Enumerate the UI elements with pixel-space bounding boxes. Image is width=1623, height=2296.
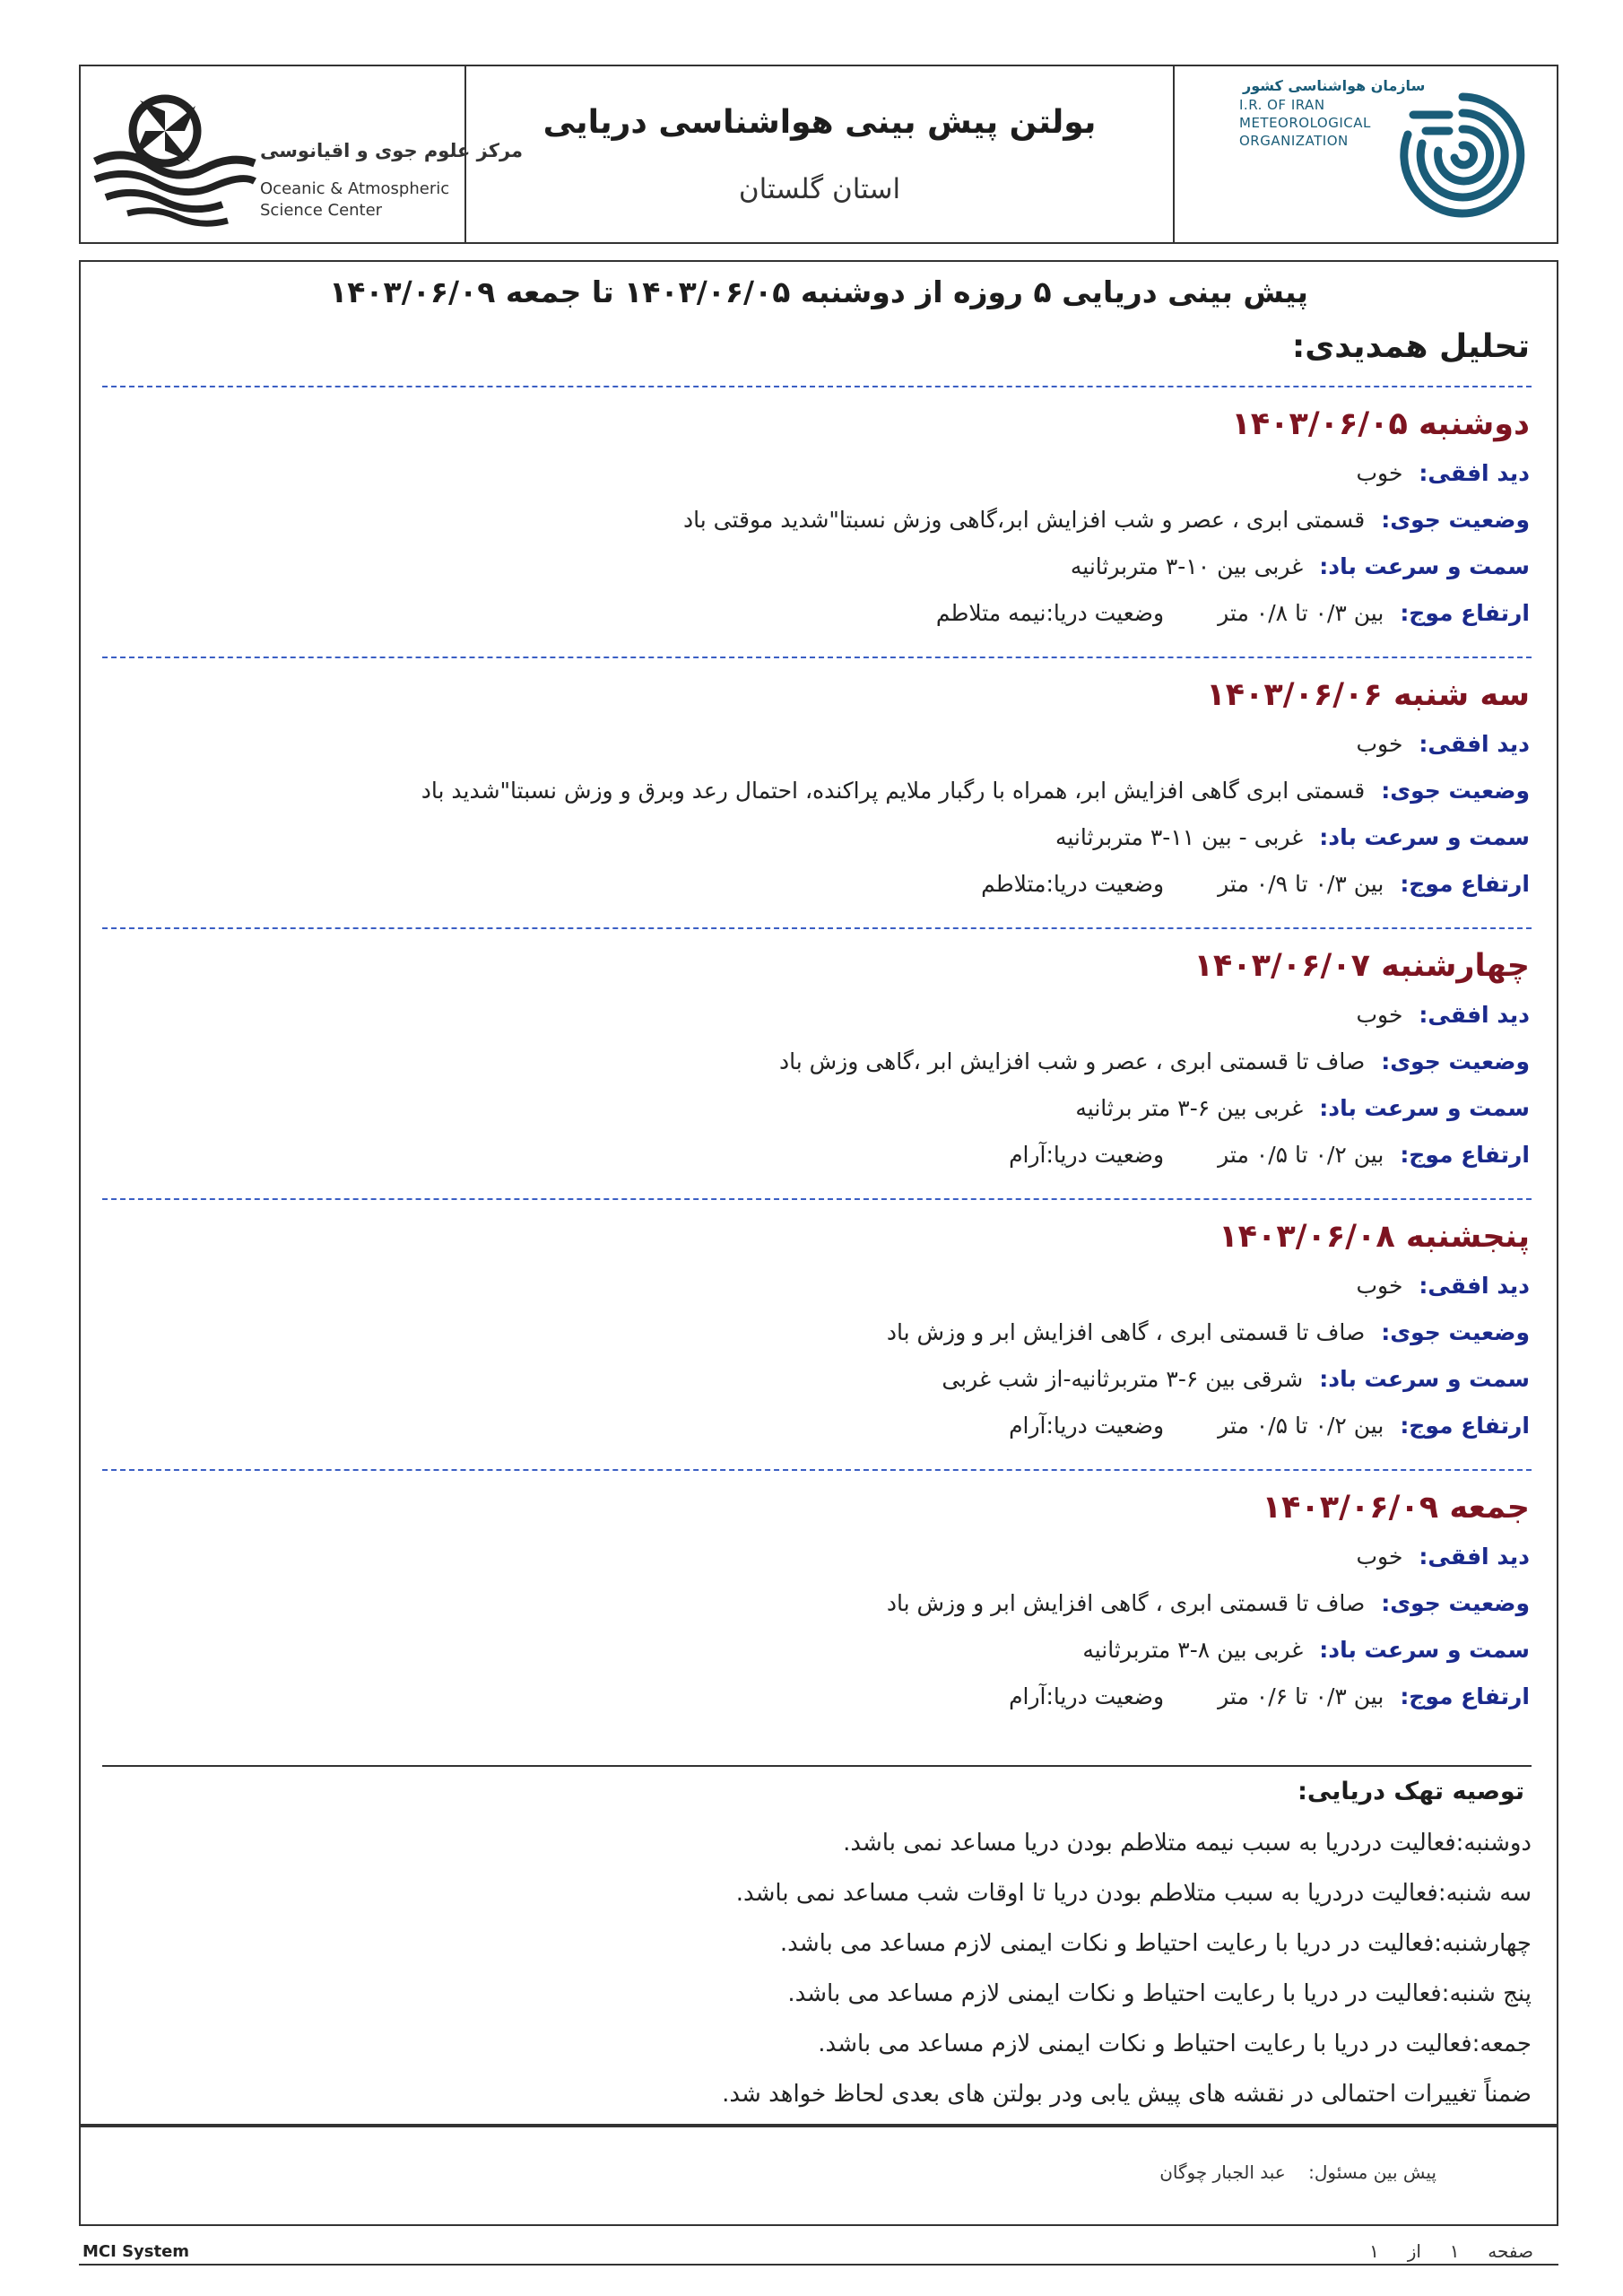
oceanic-center-name-en-line1: Oceanic & Atmospheric	[260, 179, 450, 198]
wind-label: سمت و سرعت باد:	[1319, 1366, 1530, 1392]
visibility-label: دید افقی:	[1419, 1273, 1530, 1299]
wind-label: سمت و سرعت باد:	[1319, 1637, 1530, 1663]
day-heading: پنجشنبه ۱۴۰۳/۰۶/۰۸	[1219, 1219, 1530, 1255]
dashed-divider	[102, 927, 1532, 929]
advisory-line: دوشنبه:فعالیت دردریا به سبب نیمه متلاطم بودن دریا مساعد نمی باشد.	[843, 1830, 1532, 1857]
wind-label: سمت و سرعت باد:	[1319, 553, 1530, 579]
wind-row	[108, 1085, 1530, 1132]
dashed-divider	[102, 1198, 1532, 1200]
sea-state-value: وضعیت دریا:متلاطم	[981, 871, 1165, 897]
wave-row	[108, 1132, 1530, 1178]
sea-state-value: وضعیت دریا:آرام	[1009, 1413, 1165, 1439]
wave-value: بین ۰/۳ تا ۰/۶ متر	[1218, 1683, 1384, 1709]
weather-row	[108, 768, 1530, 814]
met-org-name-en-line3: ORGANIZATION	[1239, 133, 1349, 149]
dashed-divider	[102, 1469, 1532, 1471]
weather-value: قسمتی ابری گاهی افزایش ابر، همراه با رگبار ملایم پراکنده، احتمال رعد وبرق و وزش نسبتا"شدید باد	[421, 778, 1366, 804]
wind-value: غربی بین ۸-۳ متربرثانیه	[1082, 1637, 1304, 1663]
visibility-row	[108, 1534, 1530, 1580]
meteorological-organization-logo-block	[1173, 66, 1557, 242]
weather-label: وضعیت جوی:	[1381, 1048, 1530, 1074]
wave-row	[108, 861, 1530, 908]
visibility-label: دید افقی:	[1419, 1544, 1530, 1570]
sea-state-value: وضعیت دریا:نیمه متلاطم	[935, 600, 1165, 626]
oceanic-center-logo-icon	[88, 79, 258, 231]
dashed-divider	[102, 657, 1532, 658]
day-forecast-friday	[108, 1482, 1530, 1720]
wind-value: غربی - بین ۱۱-۳ متربرثانیه	[1055, 824, 1304, 850]
advisory-line: سه شنبه:فعالیت دردریا به سبب متلاطم بودن دریا تا اوقات شب مساعد نمی باشد.	[735, 1880, 1532, 1907]
advisory-title: توصیه تهک دریایی:	[1298, 1778, 1524, 1805]
page-indicator	[1369, 2240, 1533, 2262]
footer-rule	[79, 2264, 1558, 2266]
weather-label: وضعیت جوی:	[1381, 778, 1530, 804]
wave-label: ارتفاع موج:	[1400, 1683, 1530, 1709]
day-forecast-wednesday	[108, 940, 1530, 1178]
visibility-value: خوب	[1356, 460, 1403, 486]
visibility-row	[108, 450, 1530, 497]
forecaster-line	[1159, 2161, 1436, 2183]
bulletin-header	[79, 65, 1558, 244]
wave-label: ارتفاع موج:	[1400, 1142, 1530, 1168]
wave-label: ارتفاع موج:	[1400, 871, 1530, 897]
advisory-line: جمعه:فعالیت در دریا با رعایت احتیاط و نکات ایمنی لازم مساعد می باشد.	[818, 2031, 1532, 2057]
visibility-value: خوب	[1356, 1002, 1403, 1028]
wave-row	[108, 590, 1530, 637]
weather-row	[108, 1039, 1530, 1085]
wave-row	[108, 1403, 1530, 1449]
weather-value: صاف تا قسمتی ابری ، عصر و شب افزایش ابر ،گاهی وزش باد	[778, 1048, 1366, 1074]
oceanic-center-name-en-line2: Science Center	[260, 201, 383, 220]
wave-value: بین ۰/۳ تا ۰/۸ متر	[1218, 600, 1384, 626]
day-heading: دوشنبه ۱۴۰۳/۰۶/۰۵	[1231, 406, 1530, 442]
province-name: استان گلستان	[738, 172, 901, 205]
weather-row	[108, 1580, 1530, 1627]
weather-label: وضعیت جوی:	[1381, 1590, 1530, 1616]
day-forecast-thursday	[108, 1211, 1530, 1449]
oceanic-center-name-fa: مرکز علوم جوی و اقیانوسی	[260, 140, 524, 161]
weather-value: صاف تا قسمتی ابری ، گاهی افزایش ابر و وزش باد	[886, 1590, 1366, 1616]
met-org-name-en-line2: METEOROLOGICAL	[1239, 115, 1371, 131]
oceanic-center-logo-block	[81, 66, 524, 242]
wave-label: ارتفاع موج:	[1400, 600, 1530, 626]
advisory-line: چهارشنبه:فعالیت در دریا با رعایت احتیاط و نکات ایمنی لازم مساعد می باشد.	[779, 1930, 1532, 1957]
wave-label: ارتفاع موج:	[1400, 1413, 1530, 1439]
bulletin-title: بولتن پیش بینی هواشناسی دریایی	[542, 103, 1097, 141]
system-name: MCI System	[82, 2242, 190, 2261]
visibility-label: دید افقی:	[1419, 460, 1530, 486]
visibility-value: خوب	[1356, 1273, 1403, 1299]
advisory-line: پنج شنبه:فعالیت در دریا با رعایت احتیاط و نکات ایمنی لازم مساعد می باشد.	[787, 1980, 1532, 2007]
forecaster-name: عبد الجبار چوگان	[1159, 2161, 1286, 2183]
day-heading: جمعه ۱۴۰۳/۰۶/۰۹	[1262, 1490, 1530, 1526]
wind-value: غربی بین ۶-۳ متر برثانیه	[1075, 1095, 1304, 1121]
forecaster-label: پیش بین مسئول:	[1308, 2161, 1436, 2183]
wind-value: غربی بین ۱۰-۳ متربرثانیه	[1070, 553, 1304, 579]
wave-value: بین ۰/۲ تا ۰/۵ متر	[1218, 1142, 1384, 1168]
synoptic-analysis-label: تحلیل همدیدی:	[1291, 328, 1530, 365]
weather-value: صاف تا قسمتی ابری ، گاهی افزایش ابر و وزش باد	[886, 1319, 1366, 1345]
weather-label: وضعیت جوی:	[1381, 1319, 1530, 1345]
wind-row	[108, 814, 1530, 861]
weather-row	[108, 497, 1530, 544]
met-org-name-fa: سازمان هواشناسی کشور	[1243, 77, 1426, 94]
header-title-block	[466, 66, 1173, 242]
weather-row	[108, 1309, 1530, 1356]
dashed-divider	[102, 386, 1532, 387]
forecast-section	[79, 260, 1558, 2126]
of-label: از	[1407, 2240, 1421, 2262]
met-org-name-en-line1: I.R. OF IRAN	[1239, 97, 1325, 113]
wind-row	[108, 1356, 1530, 1403]
day-forecast-tuesday	[108, 669, 1530, 908]
wind-label: سمت و سرعت باد:	[1319, 824, 1530, 850]
advisory-divider	[102, 1765, 1532, 1767]
weather-label: وضعیت جوی:	[1381, 507, 1530, 533]
advisory-line: ضمناً تغییرات احتمالی در نقشه های پیش یابی ودر بولتن های بعدی لحاظ خواهد شد.	[722, 2081, 1532, 2108]
weather-value: قسمتی ابری ، عصر و شب افزایش ابر،گاهی وزش نسبتا"شدید موقتی باد	[683, 507, 1366, 533]
visibility-row	[108, 1263, 1530, 1309]
wave-value: بین ۰/۲ تا ۰/۵ متر	[1218, 1413, 1384, 1439]
visibility-value: خوب	[1356, 1544, 1403, 1570]
sea-state-value: وضعیت دریا:آرام	[1009, 1142, 1165, 1168]
page-label: صفحه	[1488, 2240, 1533, 2262]
visibility-label: دید افقی:	[1419, 731, 1530, 757]
wind-row	[108, 544, 1530, 590]
page-number: ۱	[1449, 2240, 1460, 2262]
visibility-value: خوب	[1356, 731, 1403, 757]
day-forecast-monday	[108, 398, 1530, 637]
forecaster-box	[79, 2126, 1558, 2226]
met-org-logo-icon	[1386, 79, 1539, 231]
wave-row	[108, 1674, 1530, 1720]
page-total: ۱	[1369, 2240, 1379, 2262]
day-heading: سه شنبه ۱۴۰۳/۰۶/۰۶	[1206, 677, 1530, 713]
sea-state-value: وضعیت دریا:آرام	[1009, 1683, 1165, 1709]
day-heading: چهارشنبه ۱۴۰۳/۰۶/۰۷	[1193, 948, 1530, 984]
wind-value: شرقی بین ۶-۳ متربرثانیه-از شب غربی	[942, 1366, 1304, 1392]
wind-label: سمت و سرعت باد:	[1319, 1095, 1530, 1121]
visibility-row	[108, 992, 1530, 1039]
visibility-row	[108, 721, 1530, 768]
wave-value: بین ۰/۳ تا ۰/۹ متر	[1218, 871, 1384, 897]
forecast-period-title: پیش بینی دریایی ۵ روزه از دوشنبه ۱۴۰۳/۰۶/۰۵ تا جمعه ۱۴۰۳/۰۶/۰۹	[329, 274, 1308, 309]
visibility-label: دید افقی:	[1419, 1002, 1530, 1028]
wind-row	[108, 1627, 1530, 1674]
